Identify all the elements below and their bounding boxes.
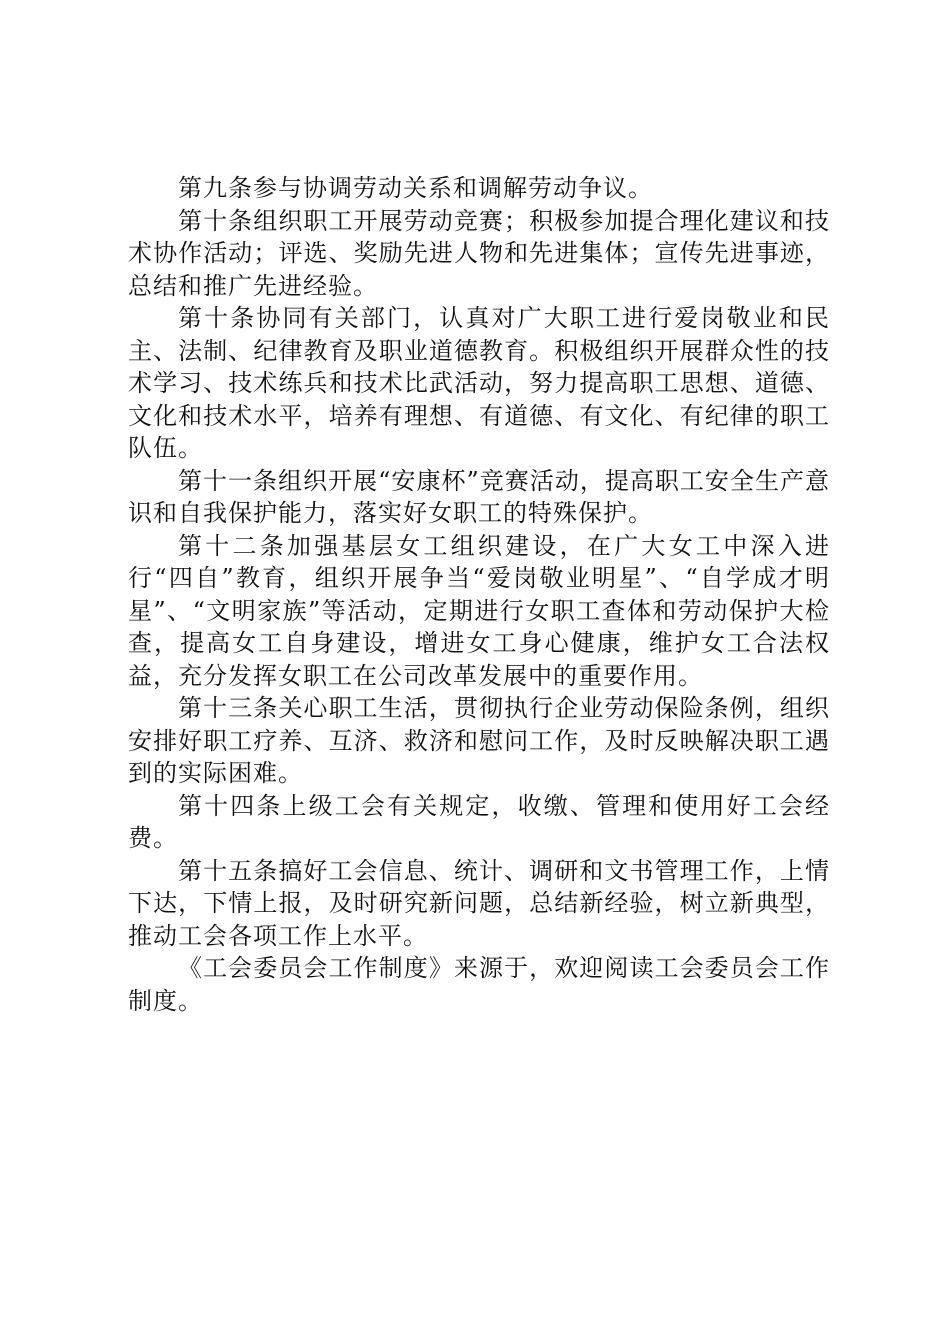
paragraph-article-11: 第十一条组织开展“安康杯”竞赛活动，提高职工安全生产意识和自我保护能力，落实好女职工的特殊保护。 [128, 466, 830, 527]
paragraph-article-13: 第十三条关心职工生活，贯彻执行企业劳动保险条例，组织安排好职工疗养、互济、救济和慰问工作，及时反映解决职工遇到的实际困难。 [128, 694, 830, 787]
paragraph-article-15: 第十五条搞好工会信息、统计、调研和文书管理工作，上情下达，下情上报，及时研究新问题，总结新经验，树立新典型，推动工会各项工作上水平。 [128, 856, 830, 950]
paragraph-article-10-education: 第十条协同有关部门，认真对广大职工进行爱岗敬业和民主、法制、纪律教育及职业道德教育。积极组织开展群众性的技术学习、技术练兵和技术比武活动，努力提高职工思想、道德、文化和技术水平，培养有理想、有道德、有文化、有纪律的职工队伍。 [128, 304, 830, 462]
paragraph-article-9: 第九条参与协调劳动关系和调解劳动争议。 [178, 174, 653, 202]
document-body [128, 172, 830, 1017]
paragraph-article-12: 第十二条加强基层女工组织建设，在广大女工中深入进行“四自”教育，组织开展争当“爱岗敬业明星”、“自学成才明星”、“文明家族”等活动，定期进行女职工查体和劳动保护大检查，提高女工自身建设，增进女工身心健康，维护女工合法权益，充分发挥女职工在公司改革发展中的重要作用。 [128, 531, 830, 690]
paragraph-article-14: 第十四条上级工会有关规定，收缴、管理和使用好工会经费。 [128, 791, 830, 852]
paragraph-source-note: 《工会委员会工作制度》来源于，欢迎阅读工会委员会工作制度。 [128, 954, 830, 1015]
paragraph-article-10: 第十条组织职工开展劳动竞赛；积极参加提合理化建议和技术协作活动；评选、奖励先进人物和先进集体；宣传先进事迹，总结和推广先进经验。 [128, 206, 830, 300]
